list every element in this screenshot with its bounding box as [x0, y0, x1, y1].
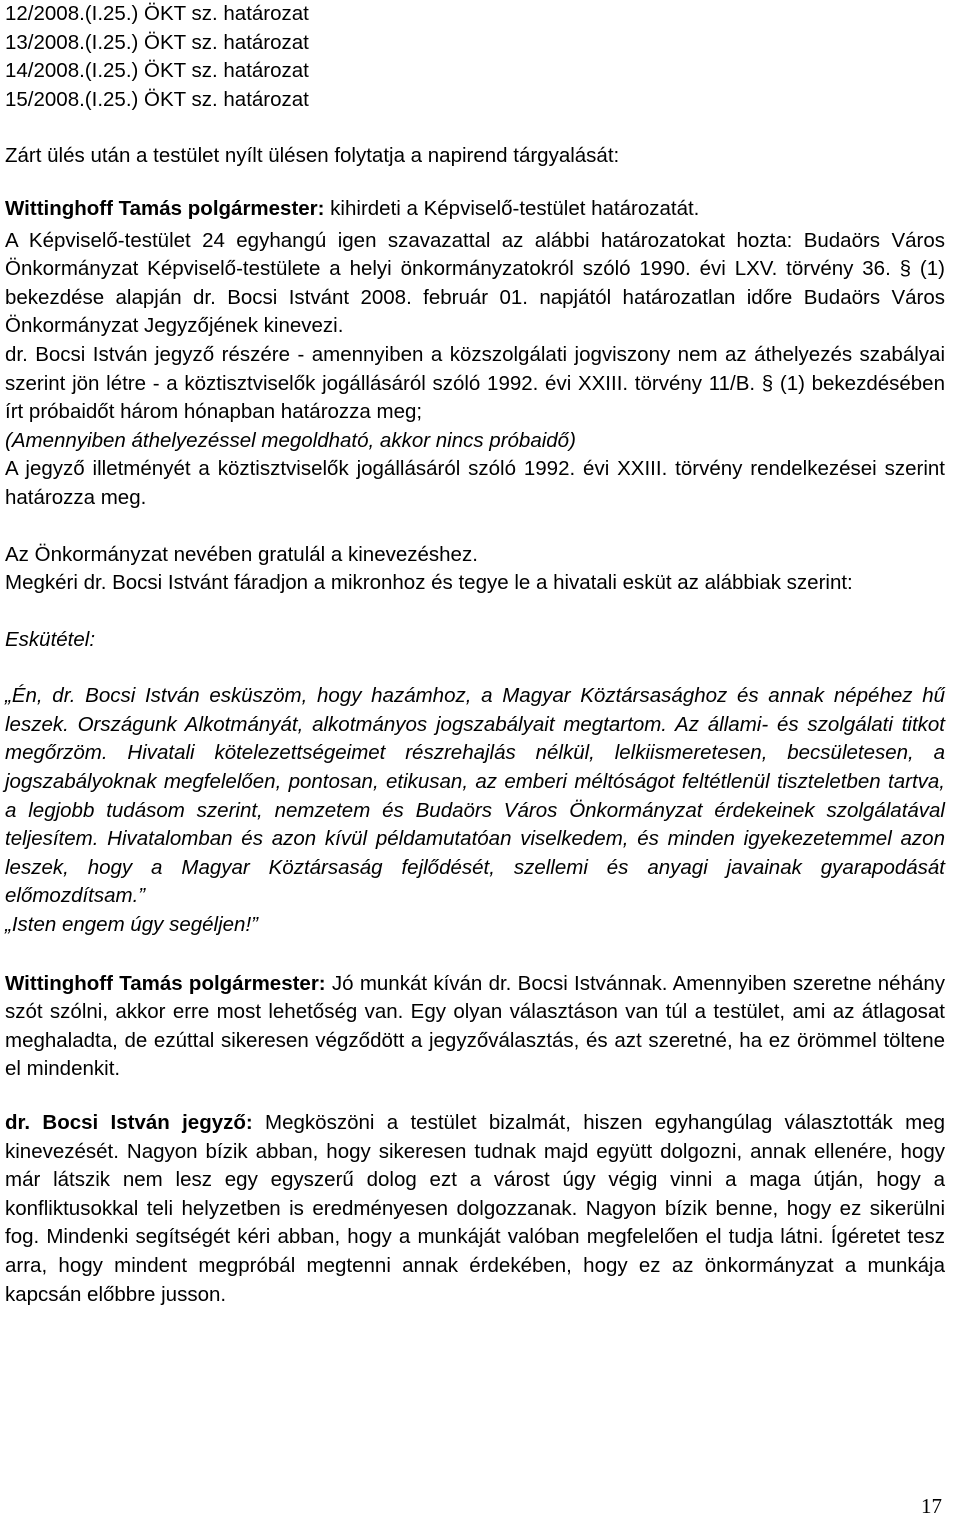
page-number: 17: [921, 1494, 942, 1518]
speaker-name: dr. Bocsi István jegyző:: [5, 1111, 253, 1134]
resolution-paragraph: A jegyző illetményét a köztisztviselők jogállásáról szóló 1992. évi XXIII. törvény rendelkezései szerint határozza meg.: [5, 457, 945, 509]
reference-line: 14/2008.(I.25.) ÖKT sz. határozat: [5, 59, 309, 83]
reference-line: 15/2008.(I.25.) ÖKT sz. határozat: [5, 87, 309, 111]
speech-text: Jó munkát kíván dr. Bocsi Istvánnak. Amennyiben szeretne néhány szót szólni, akkor erre most lehetőség van. Egy olyan választáson van túl a testület, ami az átlagosat meghaladta, de ezúttal sikeresen végződött a jegyzőválasztás, és azt szeretné, ha ez örömmel töltene el mindenkit.: [5, 971, 946, 1081]
resolution-paragraph: dr. Bocsi István jegyző részére - amennyiben a közszolgálati jogviszony nem az áthelyezés szabályai szerint jön létre - a köztisztviselők jogállásáról szóló 1992. évi XXIII. törvény 11/B. § (1) bekezdésében írt próbaidőt három hónapban határozza meg;: [5, 342, 945, 424]
speaker-name: Wittinghoff Tamás polgármester:: [5, 196, 325, 220]
announcement-paragraph: [5, 195, 945, 224]
speaker-name: Wittinghoff Tamás polgármester:: [5, 971, 326, 995]
reference-line: 12/2008.(I.25.) ÖKT sz. határozat: [5, 2, 309, 25]
resolution-note: (Amennyiben áthelyezéssel megoldható, akkor nincs próbaidő): [5, 428, 576, 452]
announcement-text: kihirdeti a Képviselő-testület határozatát.: [324, 196, 700, 220]
resolution-references: [5, 0, 945, 114]
speech-text: Megköszöni a testület bizalmát, hiszen egyhangúlag választották meg kinevezését. Nagyon bízik abban, hogy sikeresen tudnak majd együtt dolgozni, annak ellenére, hogy már látszik nem lesz egy egyszerű dolog ezt a várost úgy végig vinni a maga útján, hogy a konfliktusokkal teli helyzetben is eredményesen dolgozzanak. Nagyon bízik benne, hogy ez sikerülni fog. Mindenki segítségét kéri abban, hogy a munkáját valóban megfelelően el tudja látni. Ígéretet tesz arra, hogy mindent megpróbál megtenni annak érdekében, hogy ez az önkormányzat a munkája kapcsán előbbre jusson.: [5, 1111, 945, 1306]
intro-paragraph: Zárt ülés után a testület nyílt ülésen folytatja a napirend tárgyalását:: [5, 144, 620, 168]
mayor-speech: [5, 970, 945, 1084]
oath-closing: „Isten engem úgy segéljen!”: [5, 913, 258, 937]
request-paragraph: Megkéri dr. Bocsi Istvánt fáradjon a mikronhoz és tegye le a hivatali esküt az alábbiak szerint:: [5, 571, 853, 595]
congratulation-paragraph: Az Önkormányzat nevében gratulál a kinevezéshez.: [5, 542, 478, 566]
notary-speech: [5, 1109, 945, 1309]
oath-heading: Eskütétel:: [5, 627, 96, 651]
document-page: [5, 0, 945, 1309]
oath-text: „Én, dr. Bocsi István esküszöm, hogy hazámhoz, a Magyar Köztársasághoz és annak népéhez hű leszek. Országunk Alkotmányát, alkotmányos jogszabályait megtartom. Az állami- és szolgálati titkot megőrzöm. Hivatali kötelezettségeimet részrehajlás nélkül, lelkiismeretesen, becsületesen, a jogszabályoknak megfelelően, pontosan, etikusan, az emberi méltóságot feltétlenül tiszteletben tartva, a legjobb tudásom szerint, nemzetem és Budaörs Város Önkormányzat érdekeinek szolgálatával teljesítem. Hivatalomban és azon kívül példamutatóan viselkedem, és minden igyekezetemmel azon leszek, hogy a Magyar Köztársaság fejlődését, szellemi és anyagi javainak gyarapodását előmozdítsam.”: [5, 684, 945, 908]
reference-line: 13/2008.(I.25.) ÖKT sz. határozat: [5, 30, 309, 54]
resolution-paragraph: A Képviselő-testület 24 egyhangú igen szavazattal az alábbi határozatokat hozta: Budaörs Város Önkormányzat Képviselő-testülete a helyi önkormányzatokról szóló 1990. évi LXV. törvény 36. § (1) bekezdése alapján dr. Bocsi Istvánt 2008. február 01. napjától határozatlan időre Budaörs Város Önkormányzat Jegyzőjének kinevezi.: [5, 228, 945, 338]
